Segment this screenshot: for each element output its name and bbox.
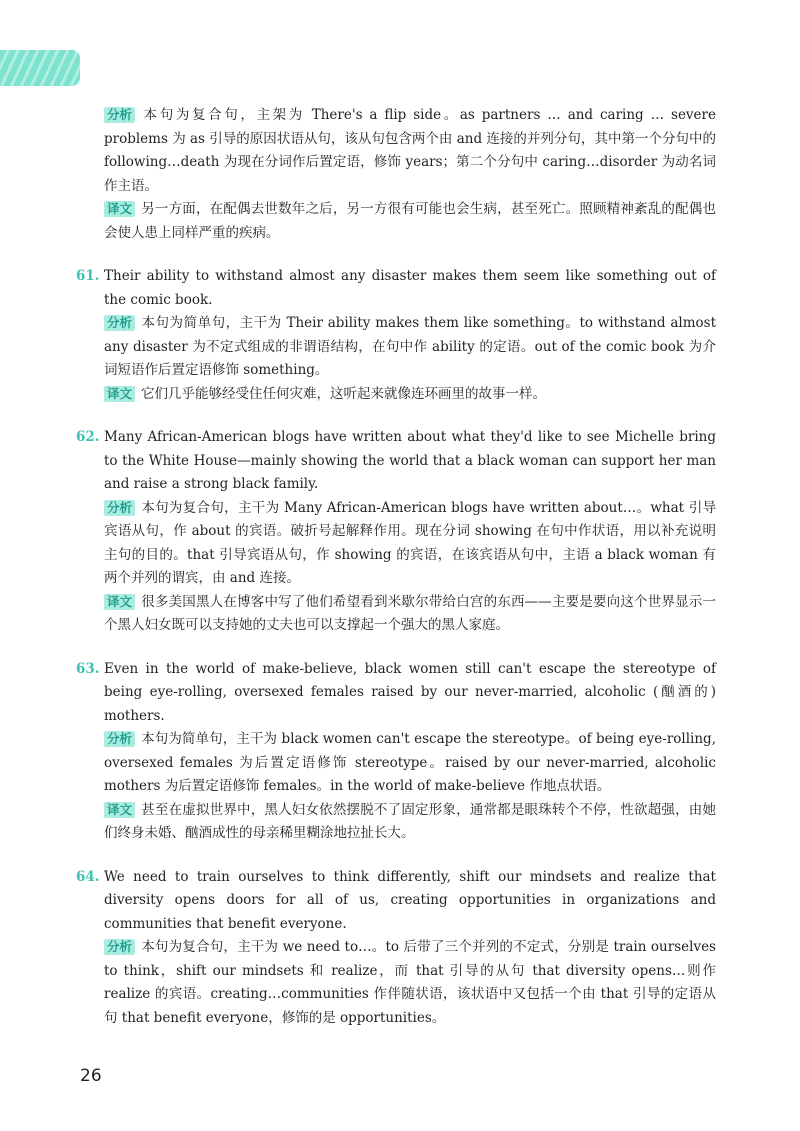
translation-label: 译文: [104, 594, 135, 610]
section-tab-decoration: [0, 50, 80, 86]
sentence-text: Even in the world of make-believe, black women still can't escape the stereotype of being eye-rolling, oversexed females raised by our never-married, alcoholic (酗酒的) mothers.: [104, 660, 716, 724]
item-number: 63.: [76, 660, 100, 677]
block60-analysis: [76, 104, 716, 198]
item-63-translation: [76, 799, 716, 846]
item-62-sentence: [76, 426, 716, 497]
translation-text: 甚至在虚拟世界中，黑人妇女依然摆脱不了固定形象，通常都是眼珠转个不停，性欲超强，由她们终身未婚、酗酒成性的母亲稀里糊涂地拉扯长大。: [104, 801, 716, 841]
item-64-sentence: [76, 866, 716, 937]
translation-label: 译文: [104, 201, 135, 217]
item-61-analysis: [76, 312, 716, 383]
item-61-translation: [76, 383, 716, 407]
item-64-analysis: [76, 936, 716, 1030]
sentence-text: Many African-American blogs have written about what they'd like to see Michelle bring to the White House—mainly showing the world that a black woman can support her man and raise a strong black family.: [104, 429, 716, 492]
translation-text: 很多美国黑人在博客中写了他们希望看到米歇尔带给白宫的东西——主要是要向这个世界显示一个黑人妇女既可以支持她的丈夫也可以支撑起一个强大的黑人家庭。: [104, 593, 716, 633]
item-62-translation: [76, 591, 716, 638]
analysis-text: 本句为复合句，主架为 There's a flip side。as partners … and caring … severe problems 为 as 引导的原因状语从句，该从句包含两个由 and 连接的并列分句，其中第一个分句中的 following…death 为现在分词作后置定语，修饰 years；第二个分句中 caring…disorder 为动名词作主语。: [104, 107, 716, 194]
analysis-label: 分析: [104, 107, 135, 123]
analysis-text: 本句为简单句，主干为 black women can't escape the stereotype。of being eye-rolling, oversexed females 为后置定语修饰 stereotype。raised by our never-married, alcoholic mothers 为后置定语修饰 females。in the world of make-believe 作地点状语。: [104, 731, 716, 794]
analysis-label: 分析: [104, 939, 135, 955]
analysis-label: 分析: [104, 731, 135, 747]
item-62-analysis: [76, 497, 716, 591]
analysis-label: 分析: [104, 315, 135, 331]
translation-label: 译文: [104, 802, 135, 818]
block60-translation: [76, 198, 716, 245]
item-61-sentence: [76, 265, 716, 312]
item-63-analysis: [76, 728, 716, 799]
analysis-text: 本句为简单句，主干为 Their ability makes them like something。to withstand almost any disaster 为不定式组成的非谓语结构，在句中作 ability 的定语。out of the comic book 为介词短语作后置定语修饰 something。: [104, 315, 716, 378]
sentence-text: Their ability to withstand almost any disaster makes them seem like something out of the comic book.: [104, 268, 716, 308]
item-number: 61.: [76, 268, 100, 284]
item-63-sentence: [76, 658, 716, 729]
page-content: [76, 104, 716, 1030]
analysis-text: 本句为复合句，主干为 Many African-American blogs have written about…。what 引导宾语从句，作 about 的宾语。破折号起解释作用。现在分词 showing 在句中作状语，用以补充说明主句的目的。that 引导宾语从句，作 showing 的宾语，在该宾语从句中，主语 a black woman 有两个并列的谓宾，由 and 连接。: [104, 499, 716, 586]
translation-text: 另一方面，在配偶去世数年之后，另一方很有可能也会生病，甚至死亡。照顾精神紊乱的配偶也会使人患上同样严重的疾病。: [104, 201, 716, 241]
translation-label: 译文: [104, 386, 135, 402]
sentence-text: We need to train ourselves to think differently, shift our mindsets and realize that diversity opens doors for all of us, creating opportunities in organizations and communities that benefit everyone.: [104, 868, 716, 932]
item-number: 62.: [76, 429, 100, 445]
analysis-text: 本句为复合句，主干为 we need to…。to 后带了三个并列的不定式，分别是 train ourselves to think，shift our mindsets 和 realize，而 that 引导的从句 that diversity opens…则作 realize 的宾语。creating…communities 作伴随状语，该状语中又包括一个由 that 引导的定语从句 that benefit everyone，修饰的是 opportunities。: [104, 939, 716, 1026]
item-number: 64.: [76, 868, 100, 885]
analysis-label: 分析: [104, 500, 135, 516]
translation-text: 它们几乎能够经受住任何灾难，这听起来就像连环画里的故事一样。: [141, 385, 547, 402]
page-number: 26: [80, 1066, 102, 1086]
